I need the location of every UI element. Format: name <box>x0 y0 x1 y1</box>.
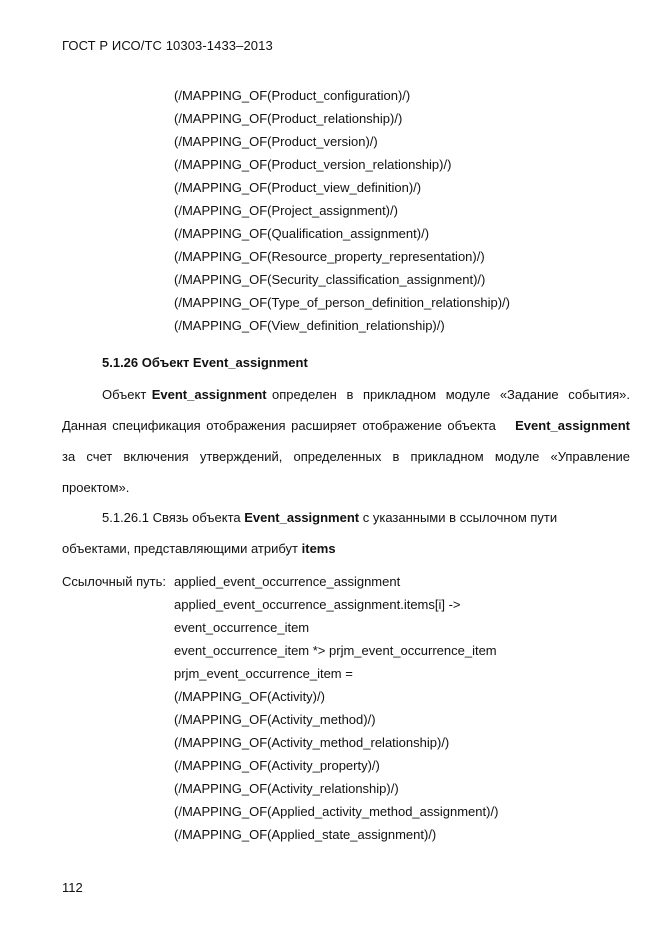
ref-path-line: applied_event_occurrence_assignment.items[i] -> <box>174 597 461 612</box>
ref-path-line: (/MAPPING_OF(Applied_activity_method_assignment)/) <box>174 804 499 819</box>
page-header: ГОСТ Р ИСО/ТС 10303-1433–2013 <box>62 38 273 53</box>
mapping-line: (/MAPPING_OF(Product_version)/) <box>174 134 378 149</box>
section-heading: 5.1.26 Объект Event_assignment <box>102 355 308 370</box>
paragraph-line <box>102 387 630 403</box>
ref-path-line: (/MAPPING_OF(Activity_method_relationship)/) <box>174 735 450 750</box>
page-number: 112 <box>62 880 83 895</box>
subsection-heading <box>102 510 557 526</box>
mapping-line: (/MAPPING_OF(Product_version_relationship)/) <box>174 157 452 172</box>
object-name: Event_assignment <box>151 387 267 402</box>
subsection-heading-cont <box>62 541 336 557</box>
text: определен в прикладном модуле «Задание события». <box>272 387 630 402</box>
mapping-line: (/MAPPING_OF(Product_configuration)/) <box>174 88 411 103</box>
mapping-line: (/MAPPING_OF(Product_view_definition)/) <box>174 180 422 195</box>
object-name: Event_assignment <box>515 418 630 433</box>
ref-path-line: (/MAPPING_OF(Applied_state_assignment)/) <box>174 827 437 842</box>
paragraph-line: за счет включения утверждений, определенных в прикладном модуле «Управление <box>62 449 630 464</box>
paragraph-line <box>62 418 630 434</box>
ref-path-line: applied_event_occurrence_assignment <box>174 574 401 589</box>
ref-path-line: prjm_event_occurrence_item = <box>174 666 353 681</box>
text: Данная спецификация отображения расширяет отображение объекта <box>62 418 496 433</box>
object-name: Event_assignment <box>244 510 360 525</box>
ref-path-line: (/MAPPING_OF(Activity_relationship)/) <box>174 781 399 796</box>
ref-path-line: event_occurrence_item <box>174 620 310 635</box>
mapping-line: (/MAPPING_OF(Product_relationship)/) <box>174 111 403 126</box>
text: объектами, представляющими атрибут <box>62 541 298 556</box>
mapping-line: (/MAPPING_OF(Type_of_person_definition_relationship)/) <box>174 295 510 310</box>
text: с указанными в ссылочном пути <box>362 510 558 525</box>
mapping-line: (/MAPPING_OF(Qualification_assignment)/) <box>174 226 430 241</box>
mapping-line: (/MAPPING_OF(Project_assignment)/) <box>174 203 398 218</box>
ref-path-line: (/MAPPING_OF(Activity_method)/) <box>174 712 376 727</box>
attribute-name: items <box>301 541 336 556</box>
ref-path-label: Ссылочный путь: <box>62 574 166 589</box>
ref-path-line: event_occurrence_item *> prjm_event_occurrence_item <box>174 643 497 658</box>
ref-path-line: (/MAPPING_OF(Activity_property)/) <box>174 758 380 773</box>
ref-path-line: (/MAPPING_OF(Activity)/) <box>174 689 325 704</box>
mapping-line: (/MAPPING_OF(Security_classification_assignment)/) <box>174 272 486 287</box>
text: 5.1.26.1 Связь объекта <box>102 510 241 525</box>
text: Объект <box>102 387 147 402</box>
mapping-line: (/MAPPING_OF(Resource_property_representation)/) <box>174 249 485 264</box>
mapping-line: (/MAPPING_OF(View_definition_relationship)/) <box>174 318 445 333</box>
paragraph-line: проектом». <box>62 480 130 495</box>
